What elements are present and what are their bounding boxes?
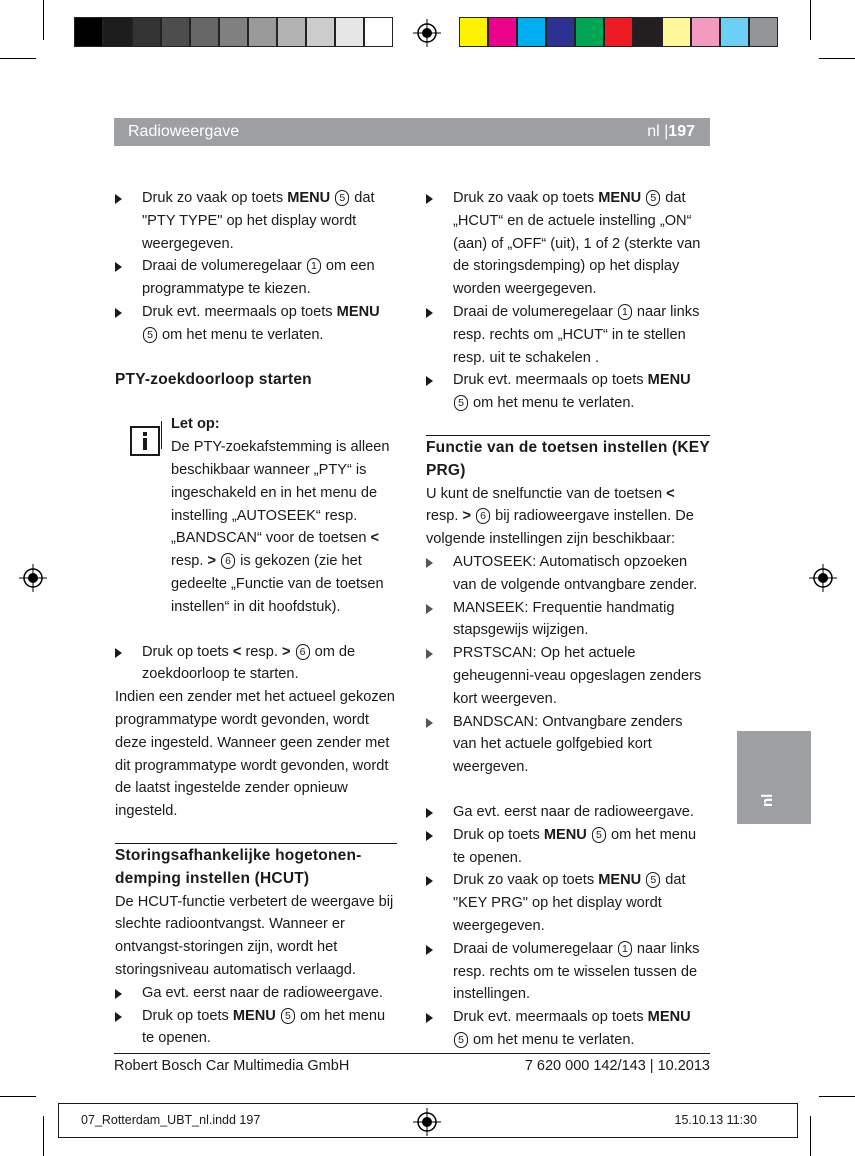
key-number-badge: 5 [646,190,660,206]
menu-key-label: MENU [598,190,642,206]
footer-rule [114,1053,710,1054]
menu-key-label: MENU [598,872,642,889]
color-swatch [633,17,662,47]
left-key-icon: < [666,485,675,502]
footer-docnumber: 7 620 000 142/143 | 10.2013 [524,1058,710,1074]
list-item: Druk op toets MENU 5 om het menu te openen. [115,1005,397,1051]
bullet-arrow-icon [426,831,433,841]
list-item: Druk evt. meermaals op toets MENU 5 om het menu te verlaten. [426,1006,710,1052]
color-swatch [248,17,277,47]
slug-date: 15.10.13 11:30 [674,1113,757,1127]
menu-key-label: MENU [543,826,587,843]
list-item: Ga evt. eerst naar de radioweergave. [115,982,397,1005]
info-icon [130,426,160,456]
option-item: BANDSCAN: Ontvangbare zenders van het actuele golfgebied kort weergeven. [426,711,710,779]
key-number-badge: 1 [307,258,321,274]
list-item: Druk zo vaak op toets MENU 5 dat "PTY TYPE" op het display wordt weergegeven. [115,187,397,255]
color-swatch [546,17,575,47]
bullet-arrow-icon [115,308,122,318]
option-item: PRSTSCAN: Op het actuele geheugenni-veau opgeslagen zenders kort weergeven. [426,642,710,710]
key-number-badge: 5 [646,872,660,888]
menu-key-label: MENU [336,303,380,320]
list-item: Druk op toets MENU 5 om het menu te openen. [426,824,710,870]
color-swatch [132,17,161,47]
color-swatch [74,17,103,47]
list-item: Draai de volumeregelaar 1 naar links resp. rechts om „HCUT“ in te stellen resp. uit te schakelen . [426,301,710,369]
color-swatch [306,17,335,47]
left-key-icon: < [370,530,380,547]
bullet-arrow-icon [115,989,122,999]
color-swatch [335,17,364,47]
list-item: Druk evt. meermaals op toets MENU 5 om het menu te verlaten. [426,369,710,415]
bullet-arrow-icon [115,648,122,658]
color-bar [459,17,778,47]
right-column [426,187,710,1052]
bullet-arrow-icon [426,604,433,614]
section-title: Radioweergave [128,123,240,140]
divider [115,843,397,844]
bullet-arrow-icon [426,808,433,818]
key-number-badge: 5 [454,395,468,411]
bullet-arrow-icon [426,376,433,386]
bullet-arrow-icon [426,558,433,568]
hcut-heading: Storingsafhankelijke hogetonen-demping instellen (HCUT) [115,846,362,887]
bullet-arrow-icon [115,262,122,272]
left-column [115,187,397,1050]
bullet-arrow-icon [426,194,433,204]
color-swatch [749,17,778,47]
color-swatch [575,17,604,47]
color-swatch [604,17,633,47]
key-number-badge: 5 [335,190,349,206]
list-item: Draai de volumeregelaar 1 naar links resp. rechts om te wisselen tussen de instellingen. [426,938,710,1006]
note-title: Let op: [171,416,220,433]
menu-key-label: MENU [232,1007,276,1024]
bullet-arrow-icon [426,718,433,728]
color-swatch [277,17,306,47]
option-item: AUTOSEEK: Automatisch opzoeken van de volgende ontvangbare zender. [426,551,710,597]
bullet-arrow-icon [426,945,433,955]
color-swatch [459,17,488,47]
list-item: Draai de volumeregelaar 1 om een programmatype te kiezen. [115,255,397,301]
color-swatch [219,17,248,47]
pty-paragraph: Indien een zender met het actueel gekozen programmatype wordt gevonden, wordt deze ingesteld. Wanneer geen zender met dit programmatype wordt gevonden, wordt de laatst ingestelde zender opnieuw ingesteld. [115,689,395,820]
right-key-icon: > [207,553,217,570]
color-swatch [517,17,546,47]
right-key-icon: > [281,643,291,660]
slug-file: 07_Rotterdam_UBT_nl.indd 197 [81,1113,261,1127]
keys-paragraph: U kunt de snelfunctie van de toetsen < resp. > 6 bij radioweergave instellen. De volgende instellingen zijn beschikbaar: [426,485,694,548]
color-swatch [720,17,749,47]
list-item: Druk op toets < resp. > 6 om de zoekdoorloop te starten. [115,641,397,687]
menu-key-label: MENU [287,190,331,206]
gray-color-bar [74,17,393,47]
registration-mark-left [19,564,47,592]
registration-mark-right [809,564,837,592]
left-key-icon: < [232,643,242,660]
note-text: De PTY-zoekafstemming is alleen beschikbaar wanneer „PTY“ is ingeschakeld en in het menu de instelling „AUTOSEEK“ resp. „BANDSCAN“ voor de toetsen < resp. > 6 is gekozen (zie het gedeelte „Functie van de toetsen instellen“ in dit hoofdstuk). [171,439,390,615]
bullet-arrow-icon [426,308,433,318]
color-swatch [161,17,190,47]
list-item: Druk evt. meermaals op toets MENU 5 om het menu te verlaten. [115,301,397,347]
right-key-icon: > [462,508,472,525]
hcut-paragraph: De HCUT-functie verbetert de weergave bij slechte radioontvangst. Wanneer er ontvangst-storingen zijn, wordt het storingsniveau automatisch verlaagd. [115,893,394,978]
option-item: MANSEEK: Frequentie handmatig stapsgewijs wijzigen. [426,597,710,643]
language-tab-label: nl [759,793,776,807]
key-number-badge: 5 [592,827,606,843]
color-swatch [691,17,720,47]
color-swatch [364,17,393,47]
divider [426,435,710,436]
bullet-arrow-icon [115,194,122,204]
key-number-badge: 5 [143,327,157,343]
registration-mark-top [413,19,441,47]
key-number-badge: 5 [454,1032,468,1048]
footer-company: Robert Bosch Car Multimedia GmbH [114,1058,350,1074]
list-item: Ga evt. eerst naar de radioweergave. [426,801,710,824]
note-box [115,413,397,618]
color-swatch [190,17,219,47]
bullet-arrow-icon [115,1012,122,1022]
page-header [114,118,710,146]
bullet-arrow-icon [426,876,433,886]
list-item: Druk zo vaak op toets MENU 5 dat „HCUT“ en de actuele instelling „ON“ (aan) of „OFF“ (uit), 1 of 2 (sterkte van de storingsdemping) op het display worden weergegeven. [426,187,710,301]
key-number-badge: 1 [618,941,632,957]
menu-key-label: MENU [647,1009,691,1026]
color-swatch [488,17,517,47]
bullet-arrow-icon [426,649,433,659]
keys-heading: Functie van de toetsen instellen (KEY PRG) [426,438,710,479]
color-swatch [662,17,691,47]
pty-heading: PTY-zoekdoorloop starten [115,370,312,388]
bullet-arrow-icon [426,1013,433,1023]
slug-line [58,1103,798,1138]
key-number-badge: 5 [281,1008,295,1024]
page-number: nl |197 [647,123,695,140]
key-number-badge: 1 [618,304,632,320]
language-tab [737,731,811,824]
menu-key-label: MENU [647,372,691,389]
color-swatch [103,17,132,47]
list-item: Druk zo vaak op toets MENU 5 dat "KEY PRG" op het display wordt weergegeven. [426,869,710,937]
